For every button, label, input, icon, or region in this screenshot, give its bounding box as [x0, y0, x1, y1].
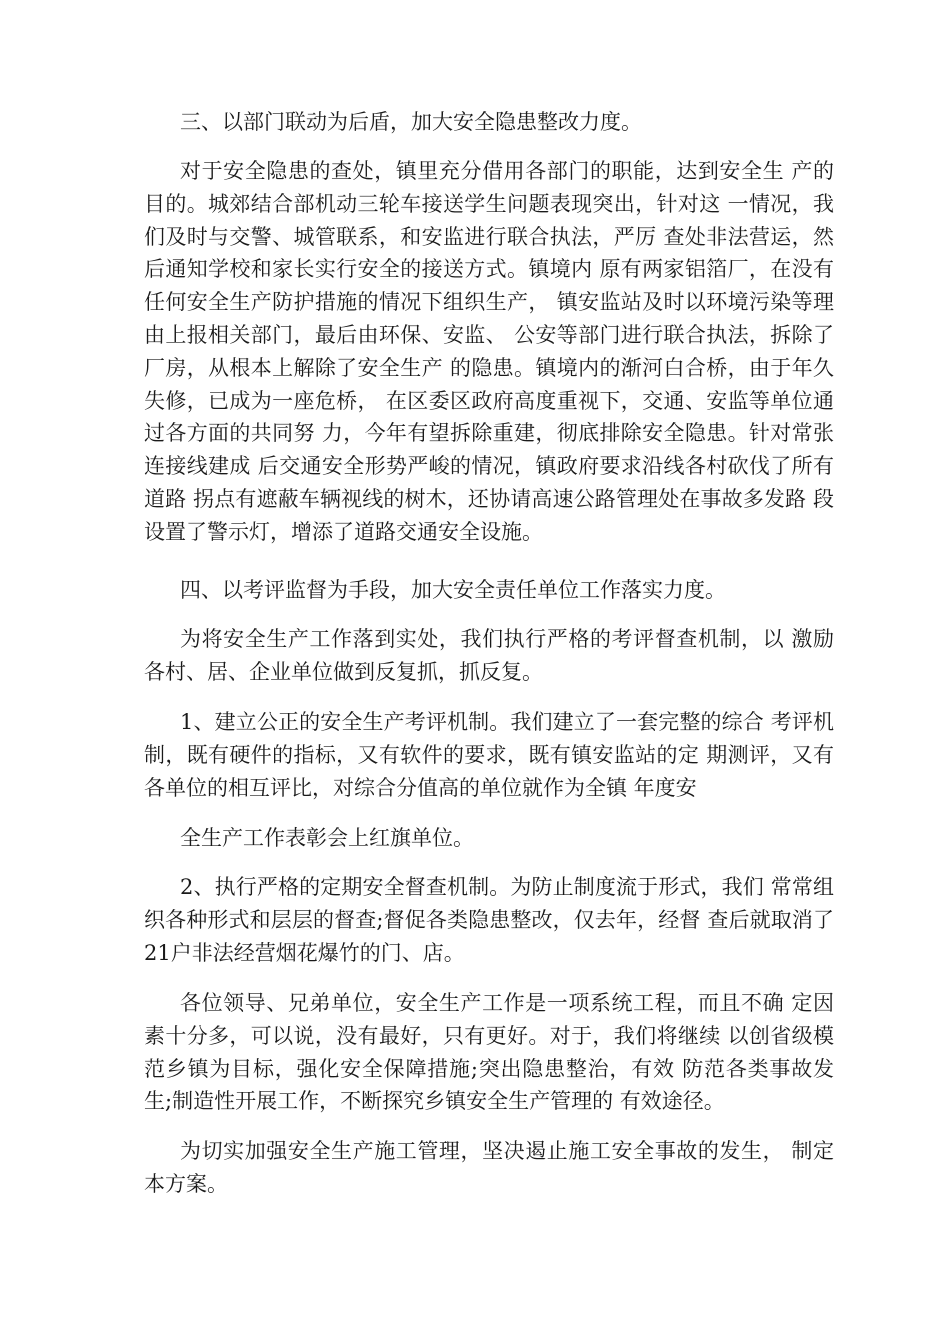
- section-4-intro-paragraph: 为将安全生产工作落到实处，我们执行严格的考评督查机制，以 激励各村、居、企业单位做到反复抓，抓反复。: [144, 627, 834, 684]
- section-3-heading: 三、以部门联动为后盾，加大安全隐患整改力度。: [180, 110, 642, 134]
- final-paragraph: 为切实加强安全生产施工管理，坚决遏止施工安全事故的发生， 制定本方案。: [144, 1139, 834, 1196]
- item-1-continued-line: 全生产工作表彰会上红旗单位。: [180, 826, 474, 850]
- section-3-paragraph: 对于安全隐患的查处，镇里充分借用各部门的职能，达到安全生 产的目的。城郊结合部机动三轮车接送学生问题表现突出，针对这 一情况，我们及时与交警、城管联系，和安监进行联合执法，严厉 查处非法营运，然后通知学校和家长实行安全的接送方式。镇境内 原有两家铝箔厂，在没有任何安全生产防护措施的情况下组织生产， 镇安监站及时以环境污染等理由上报相关部门，最后由环保、安监、 公安等部门进行联合执法，拆除了厂房，从根本上解除了安全生产 的隐患。镇境内的渐河白合桥，由于年久失修，已成为一座危桥， 在区委区政府高度重视下，交通、安监等单位通过各方面的共同努 力，今年有望拆除重建，彻底排除安全隐患。针对常张连接线建成 后交通安全形势严峻的情况，镇政府要求沿线各村砍伐了所有道路 拐点有遮蔽车辆视线的树木，还协请高速公路管理处在事故多发路 段设置了警示灯，增添了道路交通安全设施。: [144, 159, 834, 544]
- section-4-heading: 四、以考评监督为手段，加大安全责任单位工作落实力度。: [180, 578, 726, 602]
- item-1-paragraph: 1、建立公正的安全生产考评机制。我们建立了一套完整的综合 考评机制，既有硬件的指标，又有软件的要求，既有镇安监站的定 期测评，又有各单位的相互评比，对综合分值高的单位就作为全镇 年度安: [144, 710, 834, 800]
- closing-paragraph: 各位领导、兄弟单位，安全生产工作是一项系统工程，而且不确 定因素十分多，可以说，没有最好，只有更好。对于，我们将继续 以创省级模范乡镇为目标，强化安全保障措施;突出隐患整治，有效 防范各类事故发生;制造性开展工作，不断探究乡镇安全生产管理的 有效途径。: [144, 991, 834, 1114]
- item-2-paragraph: 2、执行严格的定期安全督查机制。为防止制度流于形式，我们 常常组织各种形式和层层的督查;督促各类隐患整改，仅去年，经督 查后就取消了 21户非法经营烟花爆竹的门、店。: [144, 875, 834, 965]
